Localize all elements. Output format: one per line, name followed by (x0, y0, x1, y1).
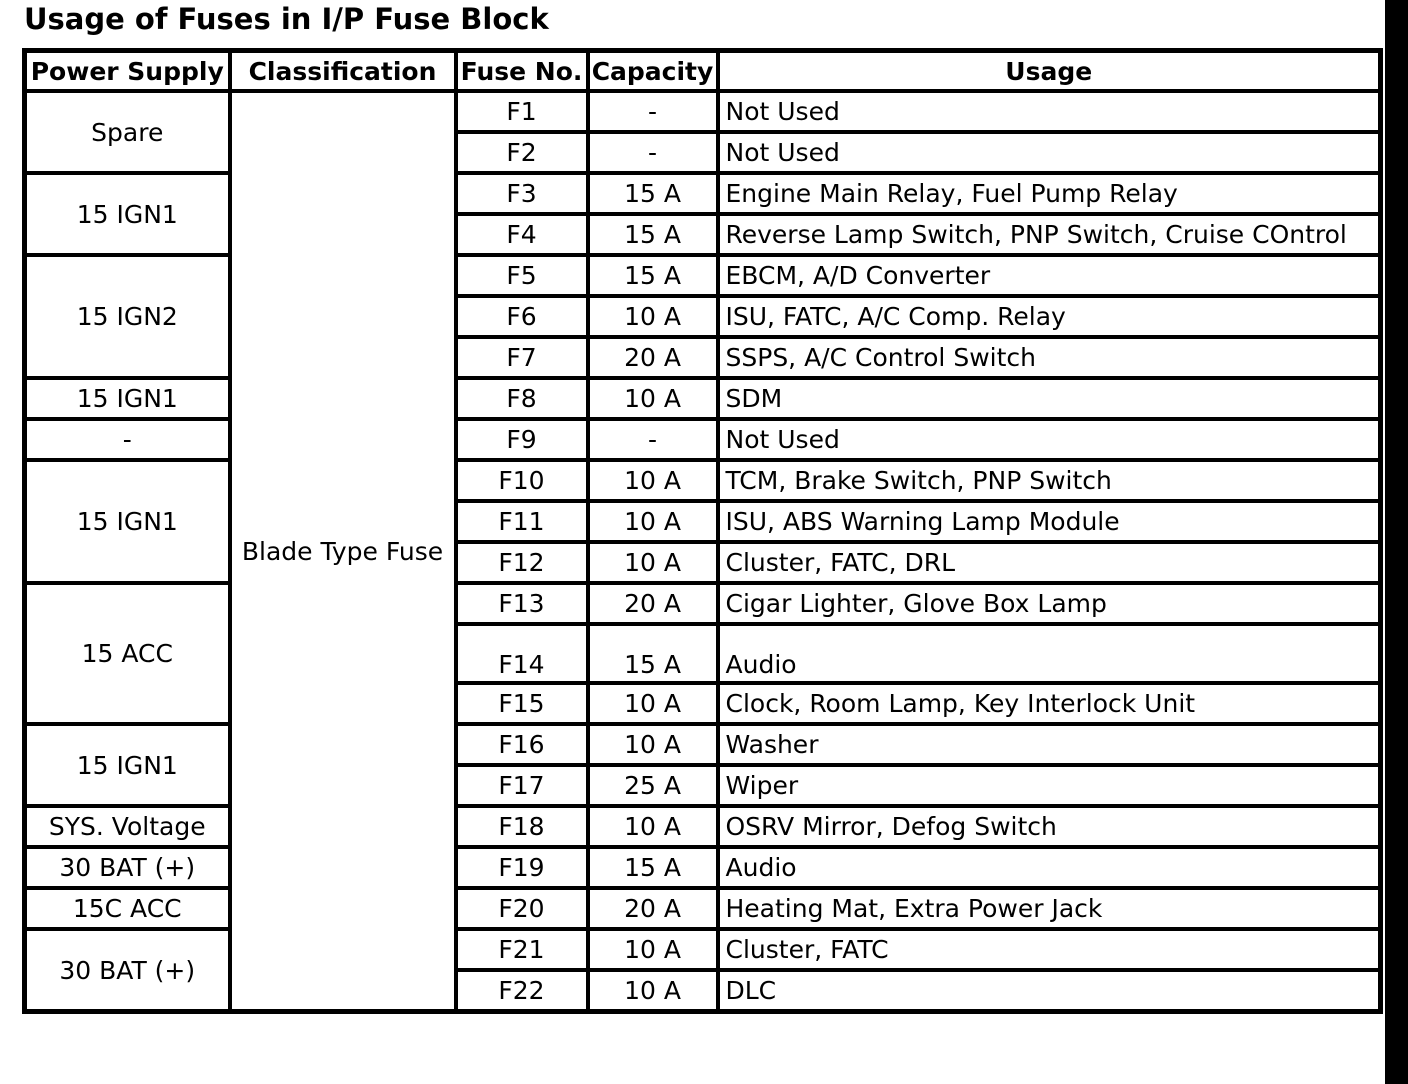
header-power-supply: Power Supply (25, 51, 230, 92)
power-supply-cell: SYS. Voltage (25, 806, 230, 847)
capacity-cell: 10 A (588, 378, 718, 419)
usage-cell: Audio (718, 624, 1381, 683)
fuse-number-cell: F6 (456, 296, 588, 337)
usage-cell: Audio (718, 847, 1381, 888)
capacity-cell: 10 A (588, 970, 718, 1012)
power-supply-cell: - (25, 419, 230, 460)
table-row (25, 583, 1381, 624)
usage-cell: EBCM, A/D Converter (718, 255, 1381, 296)
table-row (25, 173, 1381, 214)
header-classification: Classification (230, 51, 456, 92)
fuse-number-cell: F8 (456, 378, 588, 419)
fuse-number-cell: F21 (456, 929, 588, 970)
usage-cell: Reverse Lamp Switch, PNP Switch, Cruise COntrol (718, 214, 1381, 255)
fuse-number-cell: F11 (456, 501, 588, 542)
capacity-cell: 15 A (588, 173, 718, 214)
table-row (25, 378, 1381, 419)
fuse-number-cell: F15 (456, 683, 588, 724)
fuse-number-cell: F9 (456, 419, 588, 460)
page-title: Usage of Fuses in I/P Fuse Block (24, 2, 549, 36)
usage-cell: Not Used (718, 132, 1381, 173)
fuse-number-cell: F20 (456, 888, 588, 929)
power-supply-cell: 15 IGN2 (25, 255, 230, 378)
fuse-number-cell: F4 (456, 214, 588, 255)
capacity-cell: - (588, 132, 718, 173)
fuse-number-cell: F14 (456, 624, 588, 683)
fuse-number-cell: F22 (456, 970, 588, 1012)
usage-cell: SDM (718, 378, 1381, 419)
capacity-cell: 15 A (588, 255, 718, 296)
fuse-number-cell: F18 (456, 806, 588, 847)
fuse-number-cell: F5 (456, 255, 588, 296)
power-supply-cell: Spare (25, 91, 230, 173)
usage-cell: ISU, ABS Warning Lamp Module (718, 501, 1381, 542)
table-row (25, 255, 1381, 296)
capacity-cell: 20 A (588, 583, 718, 624)
page-edge-bar (1385, 0, 1408, 1084)
power-supply-cell: 15 IGN1 (25, 724, 230, 806)
table-header-row (25, 51, 1381, 92)
capacity-cell: 15 A (588, 214, 718, 255)
header-fuse-no: Fuse No. (456, 51, 588, 92)
usage-cell: ISU, FATC, A/C Comp. Relay (718, 296, 1381, 337)
table-row (25, 419, 1381, 460)
fuse-number-cell: F2 (456, 132, 588, 173)
power-supply-cell: 15 IGN1 (25, 378, 230, 419)
usage-cell: Cluster, FATC (718, 929, 1381, 970)
power-supply-cell: 30 BAT (+) (25, 929, 230, 1012)
power-supply-cell: 15 ACC (25, 583, 230, 724)
capacity-cell: 15 A (588, 847, 718, 888)
usage-cell: Engine Main Relay, Fuel Pump Relay (718, 173, 1381, 214)
usage-cell: Clock, Room Lamp, Key Interlock Unit (718, 683, 1381, 724)
usage-cell: Washer (718, 724, 1381, 765)
fuse-number-cell: F3 (456, 173, 588, 214)
capacity-cell: - (588, 419, 718, 460)
classification-cell: Blade Type Fuse (230, 91, 456, 1012)
fuse-number-cell: F12 (456, 542, 588, 583)
table-row (25, 847, 1381, 888)
capacity-cell: 10 A (588, 806, 718, 847)
capacity-cell: 10 A (588, 296, 718, 337)
power-supply-cell: 30 BAT (+) (25, 847, 230, 888)
usage-cell: TCM, Brake Switch, PNP Switch (718, 460, 1381, 501)
capacity-cell: 25 A (588, 765, 718, 806)
capacity-cell: 10 A (588, 542, 718, 583)
fuse-number-cell: F1 (456, 91, 588, 132)
fuse-table-body (25, 91, 1381, 1012)
table-row (25, 929, 1381, 970)
usage-cell: DLC (718, 970, 1381, 1012)
capacity-cell: 20 A (588, 337, 718, 378)
fuse-number-cell: F7 (456, 337, 588, 378)
power-supply-cell: 15C ACC (25, 888, 230, 929)
header-capacity: Capacity (588, 51, 718, 92)
capacity-cell: 10 A (588, 724, 718, 765)
capacity-cell: 10 A (588, 460, 718, 501)
capacity-cell: 10 A (588, 683, 718, 724)
fuse-number-cell: F19 (456, 847, 588, 888)
usage-cell: Wiper (718, 765, 1381, 806)
usage-cell: Not Used (718, 91, 1381, 132)
fuse-number-cell: F16 (456, 724, 588, 765)
table-row (25, 460, 1381, 501)
capacity-cell: - (588, 91, 718, 132)
fuse-table (22, 48, 1383, 1014)
table-row (25, 724, 1381, 765)
table-row (25, 888, 1381, 929)
fuse-number-cell: F17 (456, 765, 588, 806)
capacity-cell: 15 A (588, 624, 718, 683)
power-supply-cell: 15 IGN1 (25, 460, 230, 583)
capacity-cell: 20 A (588, 888, 718, 929)
table-row (25, 806, 1381, 847)
usage-cell: OSRV Mirror, Defog Switch (718, 806, 1381, 847)
usage-cell: Cigar Lighter, Glove Box Lamp (718, 583, 1381, 624)
usage-cell: SSPS, A/C Control Switch (718, 337, 1381, 378)
usage-cell: Cluster, FATC, DRL (718, 542, 1381, 583)
capacity-cell: 10 A (588, 501, 718, 542)
table-row (25, 91, 1381, 132)
fuse-number-cell: F13 (456, 583, 588, 624)
fuse-number-cell: F10 (456, 460, 588, 501)
header-usage: Usage (718, 51, 1381, 92)
usage-cell: Heating Mat, Extra Power Jack (718, 888, 1381, 929)
capacity-cell: 10 A (588, 929, 718, 970)
usage-cell: Not Used (718, 419, 1381, 460)
power-supply-cell: 15 IGN1 (25, 173, 230, 255)
